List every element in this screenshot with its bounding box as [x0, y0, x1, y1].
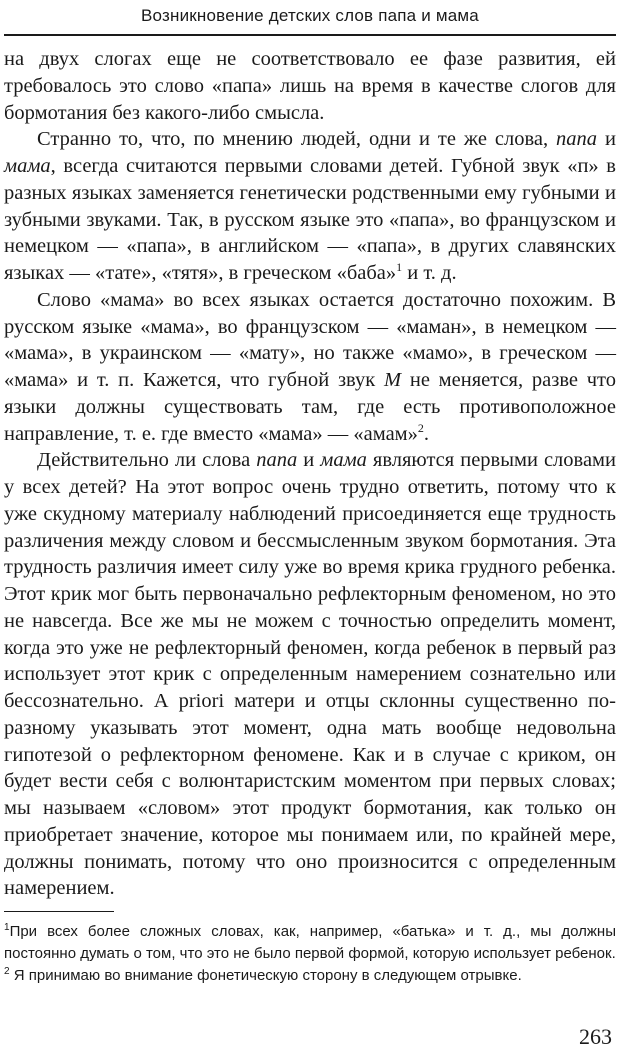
- paragraph-2: [4, 126, 616, 287]
- text-run: и: [597, 128, 616, 151]
- emphasis-papa: папа: [256, 449, 298, 472]
- text-run: Слово «мама» во всех языках остается достаточно похожим. В русском языке «мама», во французском — «маман», в немецком — «мама», в украинском — «мату», но также «мамо», в греческом — «мама» и т. п. Кажется, что губной звук: [4, 288, 616, 391]
- footnote-text: При всех более сложных словах, как, например, «батька» и т. д., мы должны постоянно думать о том, что это не было первой формой, которую использует ребенок.: [4, 923, 616, 962]
- emphasis-papa: папа: [556, 128, 598, 151]
- emphasis-mama: мама: [320, 449, 367, 472]
- footnote-ref-1[interactable]: 1: [396, 260, 403, 274]
- text-run: , всегда считаются первыми словами детей. Губной звук «п» в разных языках заменяется генетически родственными ему губными и зубными звуками. Так, в русском языке это «папа», во французском и немецком — «папа», в английском — «папа», в других славянских языках — «тате», «тятя», в греческом «баба»: [4, 155, 616, 284]
- text-run: являются первыми словами у всех детей? На этот вопрос очень трудно ответить, потому что к уже скудному материалу наблюдений присоединяется еще трудность различения между словом и бессмысленным звуком бормотания. Эта трудность различия имеет силу уже во время крика грудного ребенка. Этот крик мог быть первоначально рефлекторным феноменом, но это не навсегда. Все же мы не можем с точностью определить момент, когда это уже не рефлекторный феномен, когда ребенок в первый раз использует этот крик с определенным намерением сознательно или бессознательно. А priori матери и отцы склонны существенно по-разному указывать этот момент, одна мать вообще недовольна гипотезой о рефлекторном феномене. Как и в случае с криком, он будет вести себя с волюнтаристским моментом при первых словах; мы называем «словом» этот продукт бормотания, как только он приобретает значение, которое мы понимаем или, по крайней мере, должны понимать, потому что оно произносится с определенным намерением.: [4, 449, 616, 900]
- text-run: Действительно ли слова: [37, 449, 257, 472]
- footnote-text: Я принимаю во внимание фонетическую сторону в следующем отрывке.: [13, 967, 522, 984]
- page-number: 263: [579, 1024, 612, 1049]
- paragraph-4: [4, 447, 616, 902]
- footnote-marker: 1: [4, 922, 10, 933]
- emphasis-mama: мама: [4, 155, 51, 177]
- footnote-marker: 2: [4, 966, 10, 977]
- footnote-1: [4, 921, 616, 965]
- footnotes: [4, 921, 616, 987]
- paragraph-3: [4, 287, 616, 448]
- footnote-2: [4, 965, 616, 987]
- text-run: и т. д.: [402, 262, 457, 284]
- body-text: [4, 46, 616, 902]
- paragraph-1: на двух слогах еще не соответствовало ее фазе развития, ей требовалось это слово «папа» лишь на время в качестве слогов для бормотания без какого-либо смысла.: [4, 48, 616, 124]
- text-run: и: [297, 449, 321, 472]
- text-run: Странно то, что, по мнению людей, одни и те же слова,: [37, 128, 557, 151]
- header-rule: [4, 34, 616, 36]
- footnote-ref-2[interactable]: 2: [417, 420, 424, 435]
- text-run: .: [423, 422, 430, 445]
- text-run: не меняется, разве что языки должны существовать там, где есть противоположное направление, т. е. где вместо «мама» — «амам»: [4, 369, 616, 445]
- running-header: Возникновение детских слов папа и мама: [141, 6, 479, 25]
- emphasis-m: М: [384, 369, 402, 391]
- footnote-rule: [4, 911, 114, 912]
